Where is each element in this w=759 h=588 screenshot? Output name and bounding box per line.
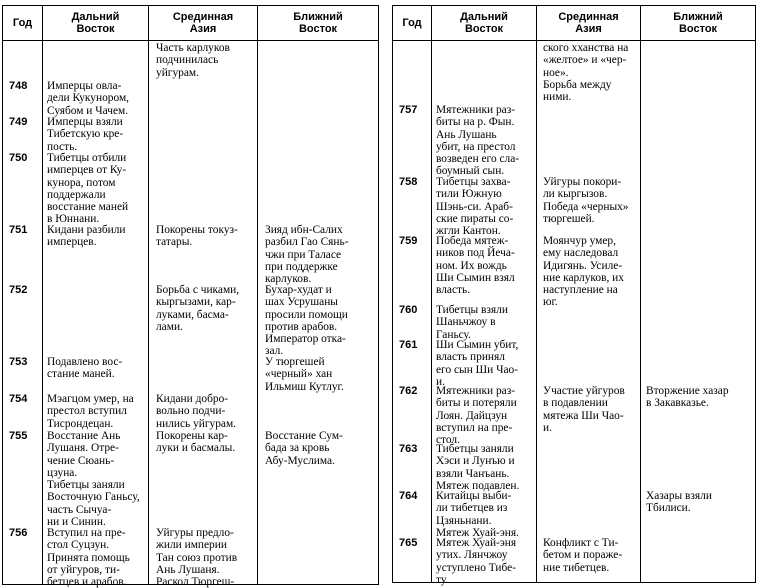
far-east-event: Мэагцом умер, на престол вступил Тисрондецан. xyxy=(47,393,134,430)
year-cell: 764 xyxy=(399,490,418,502)
column-divider xyxy=(42,6,43,584)
far-east-event: Китайцы выби- ли тибетцев из Цзяньнани. Мятеж Хуай-эня. xyxy=(436,490,519,539)
central-asia-event: Уйгуры предло- жили империи Тан союз против Ань Лушаня. Раскол Тюргеш- xyxy=(156,527,238,588)
central-asia-event: Часть карлуков подчинилась уйгурам. xyxy=(156,42,230,79)
table-header xyxy=(3,6,378,41)
column-divider xyxy=(536,6,537,582)
far-east-event: Мятеж Хуай-эня утих. Лянчжоу уступлено Тибе- ту. xyxy=(436,537,517,586)
year-cell: 750 xyxy=(9,152,28,164)
header-far-east: Дальний Восток xyxy=(460,11,508,35)
header-near-east: Ближний Восток xyxy=(293,11,343,35)
chronology-table-right xyxy=(392,5,756,586)
year-cell: 756 xyxy=(9,527,28,539)
central-asia-event: Покорены кар- луки и басмалы. xyxy=(156,430,236,455)
near-east-event: У тюргешей «черный» хан Ильмиш Кутлуг. xyxy=(265,356,344,393)
table-header xyxy=(393,6,755,41)
year-cell: 760 xyxy=(399,304,418,316)
year-cell: 749 xyxy=(9,116,28,128)
header-central-asia: Срединная Азия xyxy=(558,11,619,35)
chronology-table-left xyxy=(2,5,379,588)
year-cell: 762 xyxy=(399,385,418,397)
near-east-event: Вторжение хазар в Закавказье. xyxy=(646,385,729,410)
column-divider xyxy=(431,6,432,582)
year-cell: 752 xyxy=(9,284,28,296)
far-east-event: Подавлено вос- стание маней. xyxy=(47,356,123,381)
header-year: Год xyxy=(12,17,33,29)
far-east-event: Имперцы взяли Тибетскую кре- пость. xyxy=(47,116,124,153)
central-asia-event: Борьба с чиками, кыргызами, кар- луками, басма- лами. xyxy=(156,284,240,333)
far-east-event: Восстание Ань Лушаня. Отре- чение Сюань- цзуна. Тибетцы заняли Восточную Ганьсу, часть Сычуа- ни и Синин. xyxy=(47,430,140,529)
far-east-event: Имперцы овла- дели Кукунором, Суябом и Чачем. xyxy=(47,80,130,117)
year-cell: 757 xyxy=(399,104,418,116)
far-east-event: Вступил на пре- стол Суцзун. Принята помощь от уйгуров, ти- бетцев и арабов. xyxy=(47,527,130,588)
far-east-event: Тибетцы отбили имперцев от Ку- кунора, потом поддержали восстание маней в Юннани. xyxy=(47,152,129,226)
near-east-event: Зияд ибн-Салих разбил Гао Сянь- чжи при Таласе при поддержке карлуков. xyxy=(265,224,349,286)
year-cell: 761 xyxy=(399,339,418,351)
header-year: Год xyxy=(402,17,422,29)
column-divider xyxy=(257,6,258,584)
column-divider xyxy=(148,6,149,584)
far-east-event: Победа мятеж- ников под Йеча- ном. Их вождь Ши Сымин взял власть. xyxy=(436,235,515,297)
far-east-event: Ши Сымин убит, власть принял его сын Ши Чао- и. xyxy=(436,339,519,388)
year-cell: 751 xyxy=(9,224,28,236)
far-east-event: Кидани разбили имперцев. xyxy=(47,224,126,249)
year-cell: 765 xyxy=(399,537,418,549)
far-east-event: Тибетцы захва- тили Южную Шэнь-си. Араб- ские пираты со- жгли Кантон. xyxy=(436,176,514,238)
column-divider xyxy=(640,6,641,582)
header-central-asia: Срединная Азия xyxy=(172,11,234,35)
near-east-event: Бухар-худат и шах Усрушаны просили помощи против арабов. Император отка- зал. xyxy=(265,284,348,358)
central-asia-event: Конфликт с Ти- бетом и пораже- ние тибетцев. xyxy=(543,537,623,574)
near-east-event: Хазары взяли Тбилиси. xyxy=(646,490,712,515)
central-asia-event: ского хханства на «желтое» и «чер- ное». Борьба между ними. xyxy=(543,42,629,104)
central-asia-event: Покорены токуз- татары. xyxy=(156,224,238,249)
year-cell: 754 xyxy=(9,393,28,405)
central-asia-event: Участие уйгуров в подавлении мятежа Ши Чао- и. xyxy=(543,385,625,434)
year-cell: 763 xyxy=(399,443,418,455)
year-cell: 758 xyxy=(399,176,418,188)
year-cell: 755 xyxy=(9,430,28,442)
central-asia-event: Моянчур умер, ему наследовал Идигянь. Усиле- ние карлуков, их наступление на юг. xyxy=(543,235,624,309)
header-far-east: Дальний Восток xyxy=(71,11,120,35)
year-cell: 748 xyxy=(9,80,28,92)
far-east-event: Мятежники раз- биты и потеряли Лоян. Дайцзун вступил на пре- стол. xyxy=(436,385,517,447)
far-east-event: Мятежники раз- биты на р. Фын. Ань Лушань убит, на престол возведен его сла- боумный сын. xyxy=(436,104,520,178)
year-cell: 753 xyxy=(9,356,28,368)
central-asia-event: Кидани добро- вольно подчи- нились уйгурам. xyxy=(156,393,237,430)
far-east-event: Тибетцы взяли Шаньчжоу в Ганьсу. xyxy=(436,304,508,341)
near-east-event: Восстание Сум- бада за кровь Абу-Муслима. xyxy=(265,430,343,467)
central-asia-event: Уйгуры покори- ли кыргызов. Победа «черных» тюргешей. xyxy=(543,176,629,225)
far-east-event: Тибетцы заняли Хэси и Лунъю и взяли Чанъань. Мятеж подавлен. xyxy=(436,443,520,492)
year-cell: 759 xyxy=(399,235,418,247)
header-near-east: Ближний Восток xyxy=(673,11,723,35)
